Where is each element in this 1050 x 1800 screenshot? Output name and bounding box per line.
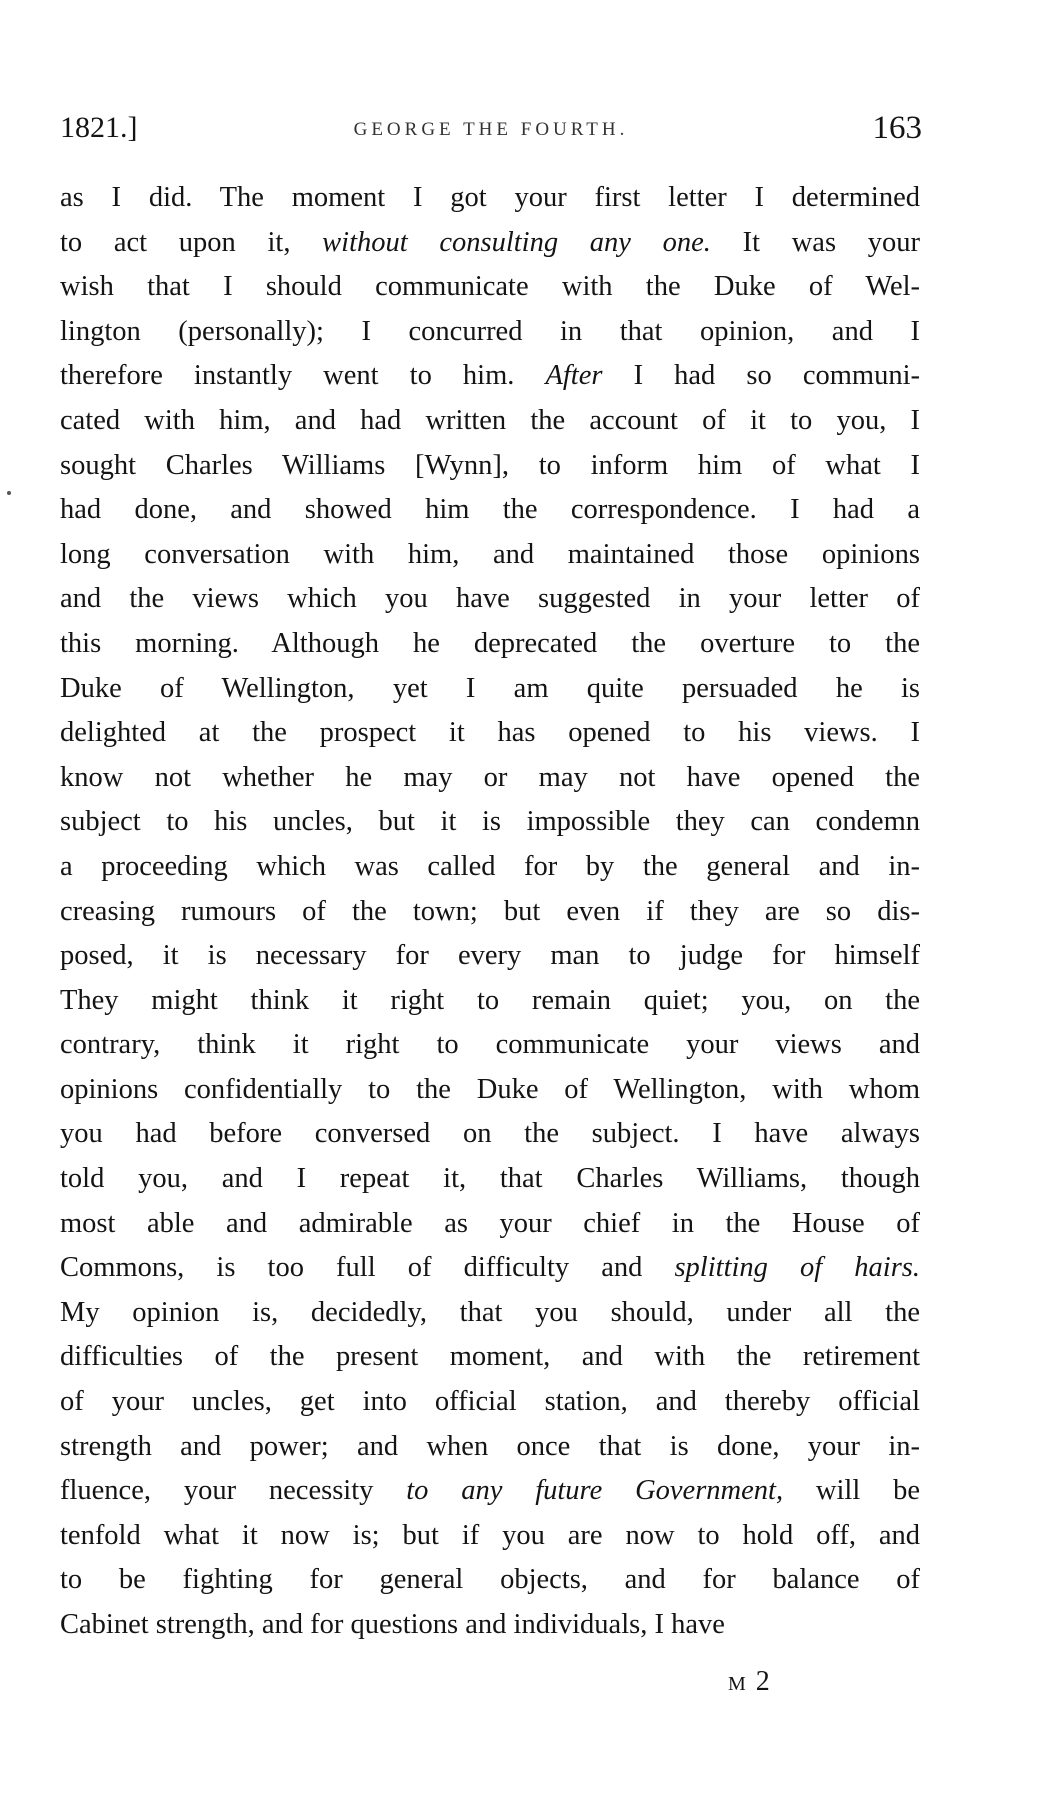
text-run: fluence, your necessity (60, 1475, 407, 1507)
text-line (60, 1246, 920, 1291)
text-run: subject to his uncles, but it is impossible they can condemn (60, 806, 920, 838)
text-line (60, 1202, 920, 1247)
signature-letter: M (728, 1673, 747, 1695)
text-run: as I did. The moment I got your first letter I determined (60, 182, 920, 213)
text-run: posed, it is necessary for every man to judge for himself (60, 940, 920, 972)
text-line (60, 1291, 920, 1336)
text-run: cated with him, and had written the account of it to you, I (60, 404, 920, 436)
running-head (60, 108, 922, 148)
italic-text: without consulting any one. (322, 226, 711, 258)
text-run: a proceeding which was called for by the general and in- (60, 850, 920, 882)
text-line (60, 979, 920, 1024)
text-line (60, 667, 920, 712)
text-run: difficulties of the present moment, and with the retirement (60, 1341, 920, 1373)
text-line (60, 265, 920, 310)
text-line (60, 444, 920, 489)
text-run: told you, and I repeat it, that Charles Williams, though (60, 1163, 920, 1195)
text-line (60, 1603, 920, 1648)
text-run: Duke of Wellington, yet I am quite persuaded he is (60, 672, 920, 704)
text-run: creasing rumours of the town; but even if they are so dis- (60, 895, 920, 927)
text-run: lington (personally); I concurred in that opinion, and I (60, 315, 920, 347)
text-line (60, 1380, 920, 1425)
text-run: will be (783, 1475, 920, 1507)
text-line (60, 800, 920, 845)
running-head-title: GEORGE THE FOURTH. (353, 119, 629, 140)
text-line (60, 845, 920, 890)
text-line (60, 622, 920, 667)
text-run: strength and power; and when once that is done, your in- (60, 1430, 920, 1462)
text-run: to be fighting for general objects, and for balance of (60, 1564, 920, 1596)
text-run: most able and admirable as your chief in the House of (60, 1207, 920, 1239)
text-run: long conversation with him, and maintained those opinions (60, 538, 920, 570)
text-line (60, 310, 920, 355)
text-line (60, 354, 920, 399)
running-head-year: 1821.] (60, 111, 138, 144)
text-line (60, 176, 920, 221)
text-run: this morning. Although he deprecated the overture to the (60, 627, 920, 659)
text-run: delighted at the prospect it has opened to his views. I (60, 717, 920, 749)
text-run: Commons, is too full of difficulty and (60, 1252, 675, 1284)
text-run: you had before conversed on the subject. I have always (60, 1118, 920, 1150)
text-line (60, 1469, 920, 1514)
text-run: know not whether he may or may not have opened the (60, 761, 920, 793)
text-run: of your uncles, get into official station, and thereby official (60, 1386, 920, 1418)
text-run: therefore instantly went to him. (60, 360, 546, 392)
text-run: to act upon it, (60, 226, 323, 258)
signature-number: 2 (755, 1666, 772, 1697)
text-line (60, 756, 920, 801)
text-line (60, 1335, 920, 1380)
text-run: tenfold what it now is; but if you are now to hold off, and (60, 1519, 920, 1551)
text-run: Cabinet strength, and for questions and individuals, I have (60, 1609, 725, 1640)
signature-mark (728, 1662, 772, 1704)
text-line (60, 1023, 920, 1068)
text-line (60, 1558, 920, 1603)
text-line (60, 1112, 920, 1157)
text-line (60, 934, 920, 979)
text-run: wish that I should communicate with the Duke of Wel- (60, 271, 920, 303)
text-line (60, 221, 920, 266)
text-line (60, 890, 920, 935)
text-run: They might think it right to remain quiet; you, on the (60, 984, 920, 1016)
text-run: sought Charles Williams [Wynn], to inform him of what I (60, 449, 920, 481)
italic-text: After (545, 360, 603, 392)
margin-speck (7, 491, 11, 495)
text-line (60, 533, 920, 578)
text-line (60, 1425, 920, 1470)
text-run: and the views which you have suggested in your letter of (60, 583, 920, 615)
text-line (60, 577, 920, 622)
italic-text: to any future Government, (406, 1475, 784, 1507)
text-line (60, 399, 920, 444)
text-line (60, 1157, 920, 1202)
page-number: 163 (872, 110, 922, 146)
text-run: contrary, think it right to communicate your views and (60, 1029, 920, 1061)
text-line (60, 1068, 920, 1113)
text-line (60, 488, 920, 533)
text-run: I had so communi- (602, 360, 920, 392)
text-run: had done, and showed him the correspondence. I had a (60, 494, 920, 526)
text-line (60, 1514, 920, 1559)
text-run: It was your (710, 226, 920, 258)
text-line (60, 711, 920, 756)
text-run: My opinion is, decidedly, that you should, under all the (60, 1296, 920, 1328)
italic-text: splitting of hairs. (674, 1252, 920, 1284)
body-text (60, 176, 920, 1648)
text-run: opinions confidentially to the Duke of Wellington, with whom (60, 1073, 920, 1105)
